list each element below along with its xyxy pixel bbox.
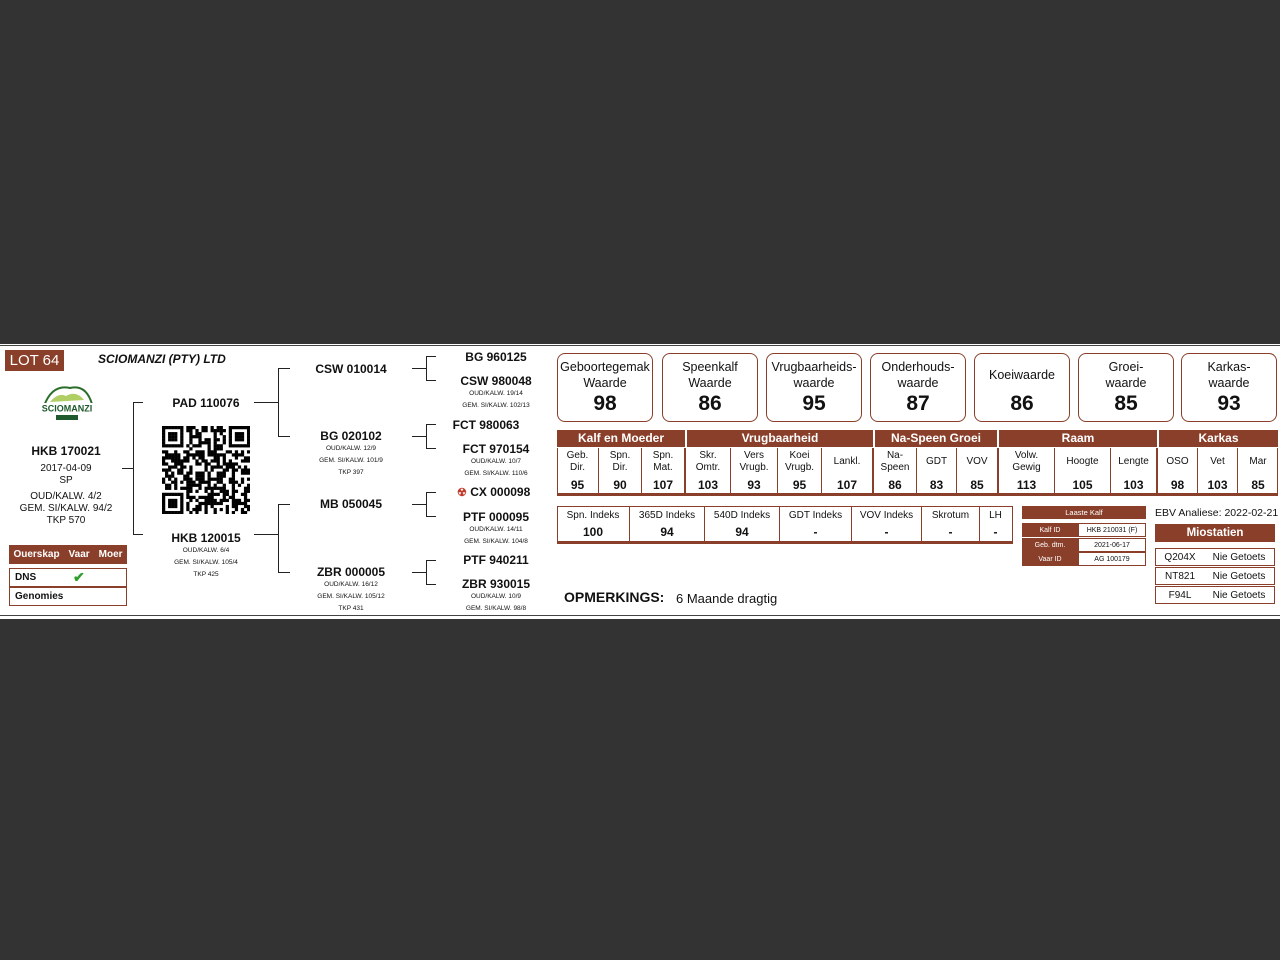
granddam-maternal bbox=[300, 565, 402, 615]
value-label: Speenkalf bbox=[682, 359, 738, 374]
pedigree-line bbox=[254, 402, 278, 403]
value-label: waarde bbox=[1208, 375, 1250, 390]
value-number: 93 bbox=[1217, 392, 1241, 415]
granddam-maternal-tkp: TKP 431 bbox=[338, 605, 364, 612]
value-label: Geboortegemak bbox=[560, 359, 650, 374]
ebv-cell: OSO 98 bbox=[1158, 448, 1198, 496]
animal-type: SP bbox=[59, 475, 73, 486]
value-label: Onderhouds- bbox=[881, 359, 955, 374]
value-box-carcass bbox=[1181, 353, 1277, 422]
pedigree-line bbox=[426, 424, 427, 448]
index-cell: 365D Indeks 94 bbox=[630, 506, 705, 542]
great-grandparent-6-id: PTF 000095 bbox=[462, 510, 530, 524]
animal-id: HKB 170021 bbox=[31, 444, 101, 458]
animal-date: 2017-04-09 bbox=[40, 463, 92, 474]
value-box-calving-ease bbox=[557, 353, 653, 422]
index-cell: GDT Indeks - bbox=[780, 506, 852, 542]
great-grandparent-4 bbox=[448, 442, 544, 480]
pedigree-line bbox=[426, 380, 436, 381]
ebv-cell: Koei Vrugb. 95 bbox=[778, 448, 822, 496]
granddam-maternal-calving: OUD/KALW. 16/12 bbox=[324, 581, 378, 588]
animal-tkp: TKP 570 bbox=[46, 515, 86, 526]
pedigree-line bbox=[426, 516, 436, 517]
pedigree-line bbox=[426, 356, 436, 357]
animal-info bbox=[16, 444, 116, 527]
granddam-paternal-id: BG 020102 bbox=[320, 429, 382, 443]
last-calf-title: Laaste Kalf bbox=[1022, 506, 1146, 519]
ownership-header-dam: Moer bbox=[98, 549, 123, 560]
ownership-header bbox=[9, 545, 127, 564]
pedigree-line bbox=[426, 424, 436, 425]
value-number: 85 bbox=[1114, 392, 1138, 415]
great-grandparent-6-gem: GEM. SI/KALW. 104/8 bbox=[464, 538, 528, 545]
bottom-rule bbox=[0, 615, 1280, 616]
great-grandparent-5 bbox=[457, 485, 557, 499]
index-cell: VOV Indeks - bbox=[852, 506, 922, 542]
great-grandparent-2 bbox=[448, 374, 544, 412]
myostatin-row: Q204X Nie Getoets bbox=[1155, 548, 1275, 566]
value-number: 86 bbox=[698, 392, 722, 415]
value-number: 86 bbox=[1010, 392, 1034, 415]
index-cell: Skrotum - bbox=[922, 506, 980, 542]
pedigree-line bbox=[412, 436, 426, 437]
dam-id: HKB 120015 bbox=[171, 531, 241, 545]
myostatin-title: Miostatien bbox=[1155, 524, 1275, 542]
great-grandparent-6-calving: OUD/KALW. 14/11 bbox=[469, 526, 523, 533]
value-label: Waarde bbox=[688, 375, 732, 390]
ownership-row-label: Genomies bbox=[15, 591, 64, 602]
animal-card bbox=[0, 344, 1280, 619]
great-grandparent-2-gem: GEM. SI/KALW. 102/13 bbox=[462, 402, 530, 409]
value-label: waarde bbox=[793, 375, 835, 390]
pedigree-line bbox=[133, 402, 143, 403]
dam-info bbox=[160, 531, 252, 581]
great-grandparent-4-id: FCT 970154 bbox=[462, 442, 530, 456]
value-box-maintenance bbox=[870, 353, 966, 422]
remarks-label: OPMERKINGS: bbox=[564, 589, 665, 605]
index-cell: 540D Indeks 94 bbox=[705, 506, 780, 542]
top-rule bbox=[0, 345, 1280, 346]
pedigree-line bbox=[426, 584, 436, 585]
ebv-cell: Vet 103 bbox=[1198, 448, 1238, 496]
lot-badge: LOT 64 bbox=[5, 350, 64, 371]
ebv-cell: Spn. Mat. 107 bbox=[642, 448, 686, 496]
ebv-cell: Skr. Omtr. 103 bbox=[686, 448, 731, 496]
remarks-text: 6 Maande dragtig bbox=[676, 591, 778, 606]
ebv-cell: Lengte 103 bbox=[1111, 448, 1158, 496]
value-label: waarde bbox=[897, 375, 939, 390]
pedigree-line bbox=[412, 572, 426, 573]
great-grandparent-5-id: CX 000098 bbox=[470, 485, 531, 499]
value-label: Waarde bbox=[583, 375, 627, 390]
great-grandparent-3: FCT 980063 bbox=[452, 418, 520, 432]
great-grandparent-4-calving: OUD/KALW. 10/7 bbox=[470, 458, 522, 465]
sire-id: PAD 110076 bbox=[172, 396, 240, 410]
granddam-paternal-calving: OUD/KALW. 12/9 bbox=[325, 445, 377, 452]
group-post-weaning: Na-Speen Groei bbox=[875, 430, 997, 447]
ebv-analysis-date: EBV Analiese: 2022-02-21 bbox=[1155, 507, 1279, 519]
ownership-header-parentage: Ouerskap bbox=[13, 549, 60, 560]
animal-gem: GEM. SI/KALW. 94/2 bbox=[19, 503, 113, 514]
value-label: Groei- bbox=[1108, 359, 1144, 374]
animal-calving: OUD/KALW. 4/2 bbox=[30, 491, 102, 502]
great-grandparent-8 bbox=[448, 577, 544, 615]
logo-text: SCIOMANZI bbox=[41, 403, 93, 414]
pedigree-line bbox=[278, 368, 290, 369]
granddam-paternal bbox=[300, 429, 402, 479]
ebv-cell: Geb. Dir. 95 bbox=[557, 448, 599, 496]
ownership-header-sire: Vaar bbox=[68, 549, 90, 560]
pedigree-line bbox=[278, 504, 279, 572]
pedigree-line bbox=[278, 504, 290, 505]
dam-tkp: TKP 425 bbox=[193, 571, 219, 578]
group-calf-dam: Kalf en Moeder bbox=[557, 430, 685, 447]
pedigree-line bbox=[278, 368, 279, 436]
great-grandparent-8-calving: OUD/KALW. 10/9 bbox=[470, 593, 522, 600]
value-number: 98 bbox=[593, 392, 617, 415]
great-grandparent-6 bbox=[448, 510, 544, 548]
check-icon: ✔ bbox=[73, 569, 85, 585]
grandsire-paternal: CSW 010014 bbox=[315, 362, 387, 376]
granddam-paternal-tkp: TKP 397 bbox=[338, 469, 364, 476]
granddam-maternal-id: ZBR 000005 bbox=[316, 565, 386, 579]
last-calf-row: Kalf ID HKB 210031 (F) bbox=[1022, 523, 1146, 537]
value-label: Koeiwaarde bbox=[988, 367, 1055, 382]
qr-code[interactable] bbox=[162, 426, 250, 514]
dam-calving: OUD/KALW. 6/4 bbox=[182, 547, 230, 554]
ownership-row-genomics bbox=[9, 587, 127, 606]
last-calf-row: Vaar ID AG 100179 bbox=[1022, 552, 1146, 566]
value-box-growth bbox=[1078, 353, 1174, 422]
pedigree-line bbox=[133, 534, 143, 535]
company-name: SCIOMANZI (PTY) LTD bbox=[98, 352, 226, 366]
great-grandparent-2-id: CSW 980048 bbox=[460, 374, 532, 388]
value-label: waarde bbox=[1105, 375, 1147, 390]
great-grandparent-7: PTF 940211 bbox=[463, 553, 529, 567]
ownership-row-dns bbox=[9, 568, 127, 587]
index-cell: Spn. Indeks 100 bbox=[557, 506, 630, 542]
myostatin-row: NT821 Nie Getoets bbox=[1155, 567, 1275, 585]
pedigree-line bbox=[426, 448, 436, 449]
granddam-maternal-gem: GEM. SI/KALW. 105/12 bbox=[317, 593, 385, 600]
pedigree-line bbox=[278, 436, 290, 437]
ebv-cell: Lankl. 107 bbox=[822, 448, 874, 496]
pedigree-line bbox=[133, 402, 134, 534]
value-label: Vrugbaarheids- bbox=[771, 359, 857, 374]
value-box-fertility bbox=[766, 353, 862, 422]
value-box-cow bbox=[974, 353, 1070, 422]
marker-icon: ☢ bbox=[457, 487, 467, 499]
group-frame: Raam bbox=[999, 430, 1157, 447]
pedigree-line bbox=[254, 534, 278, 535]
great-grandparent-4-gem: GEM. SI/KALW. 110/6 bbox=[464, 470, 528, 477]
value-number: 95 bbox=[802, 392, 826, 415]
ebv-cell: Volw. Gewig 113 bbox=[999, 448, 1055, 496]
pedigree-line bbox=[426, 560, 427, 584]
ebv-cell: Vers Vrugb. 93 bbox=[731, 448, 778, 496]
last-calf-row: Geb. dtm. 2021-06-17 bbox=[1022, 538, 1146, 552]
great-grandparent-8-id: ZBR 930015 bbox=[461, 577, 531, 591]
value-number: 87 bbox=[906, 392, 930, 415]
ebv-cell: Spn. Dir. 90 bbox=[599, 448, 642, 496]
pedigree-line bbox=[426, 492, 427, 516]
value-box-weaner bbox=[662, 353, 758, 422]
grandsire-maternal: MB 050045 bbox=[319, 497, 383, 511]
group-carcass: Karkas bbox=[1159, 430, 1278, 447]
ebv-cell: Mar 85 bbox=[1249, 456, 1267, 492]
pedigree-line bbox=[412, 504, 426, 505]
index-cell: LH - bbox=[989, 510, 1002, 539]
great-grandparent-1: BG 960125 bbox=[465, 350, 527, 364]
granddam-paternal-gem: GEM. SI/KALW. 101/9 bbox=[319, 457, 383, 464]
ebv-cell: GDT 83 bbox=[917, 448, 957, 496]
pedigree-line bbox=[278, 572, 290, 573]
value-label: Karkas- bbox=[1207, 359, 1251, 374]
ebv-cell: Na- Speen 86 bbox=[874, 448, 917, 496]
ebv-cell: Hoogte 105 bbox=[1055, 448, 1111, 496]
ownership-row-label: DNS bbox=[15, 572, 37, 583]
sciomanzi-logo bbox=[36, 380, 98, 428]
great-grandparent-2-calving: OUD/KALW. 19/14 bbox=[469, 390, 523, 397]
group-fertility: Vrugbaarheid bbox=[687, 430, 873, 447]
pedigree-line bbox=[412, 368, 426, 369]
pedigree-line bbox=[426, 356, 427, 380]
pedigree-line bbox=[426, 492, 436, 493]
great-grandparent-8-gem: GEM. SI/KALW. 98/8 bbox=[465, 605, 527, 612]
ebv-cell: VOV 85 bbox=[957, 448, 999, 496]
dam-gem: GEM. SI/KALW. 105/4 bbox=[174, 559, 238, 566]
myostatin-row: F94L Nie Getoets bbox=[1155, 586, 1275, 604]
pedigree-line bbox=[426, 560, 436, 561]
